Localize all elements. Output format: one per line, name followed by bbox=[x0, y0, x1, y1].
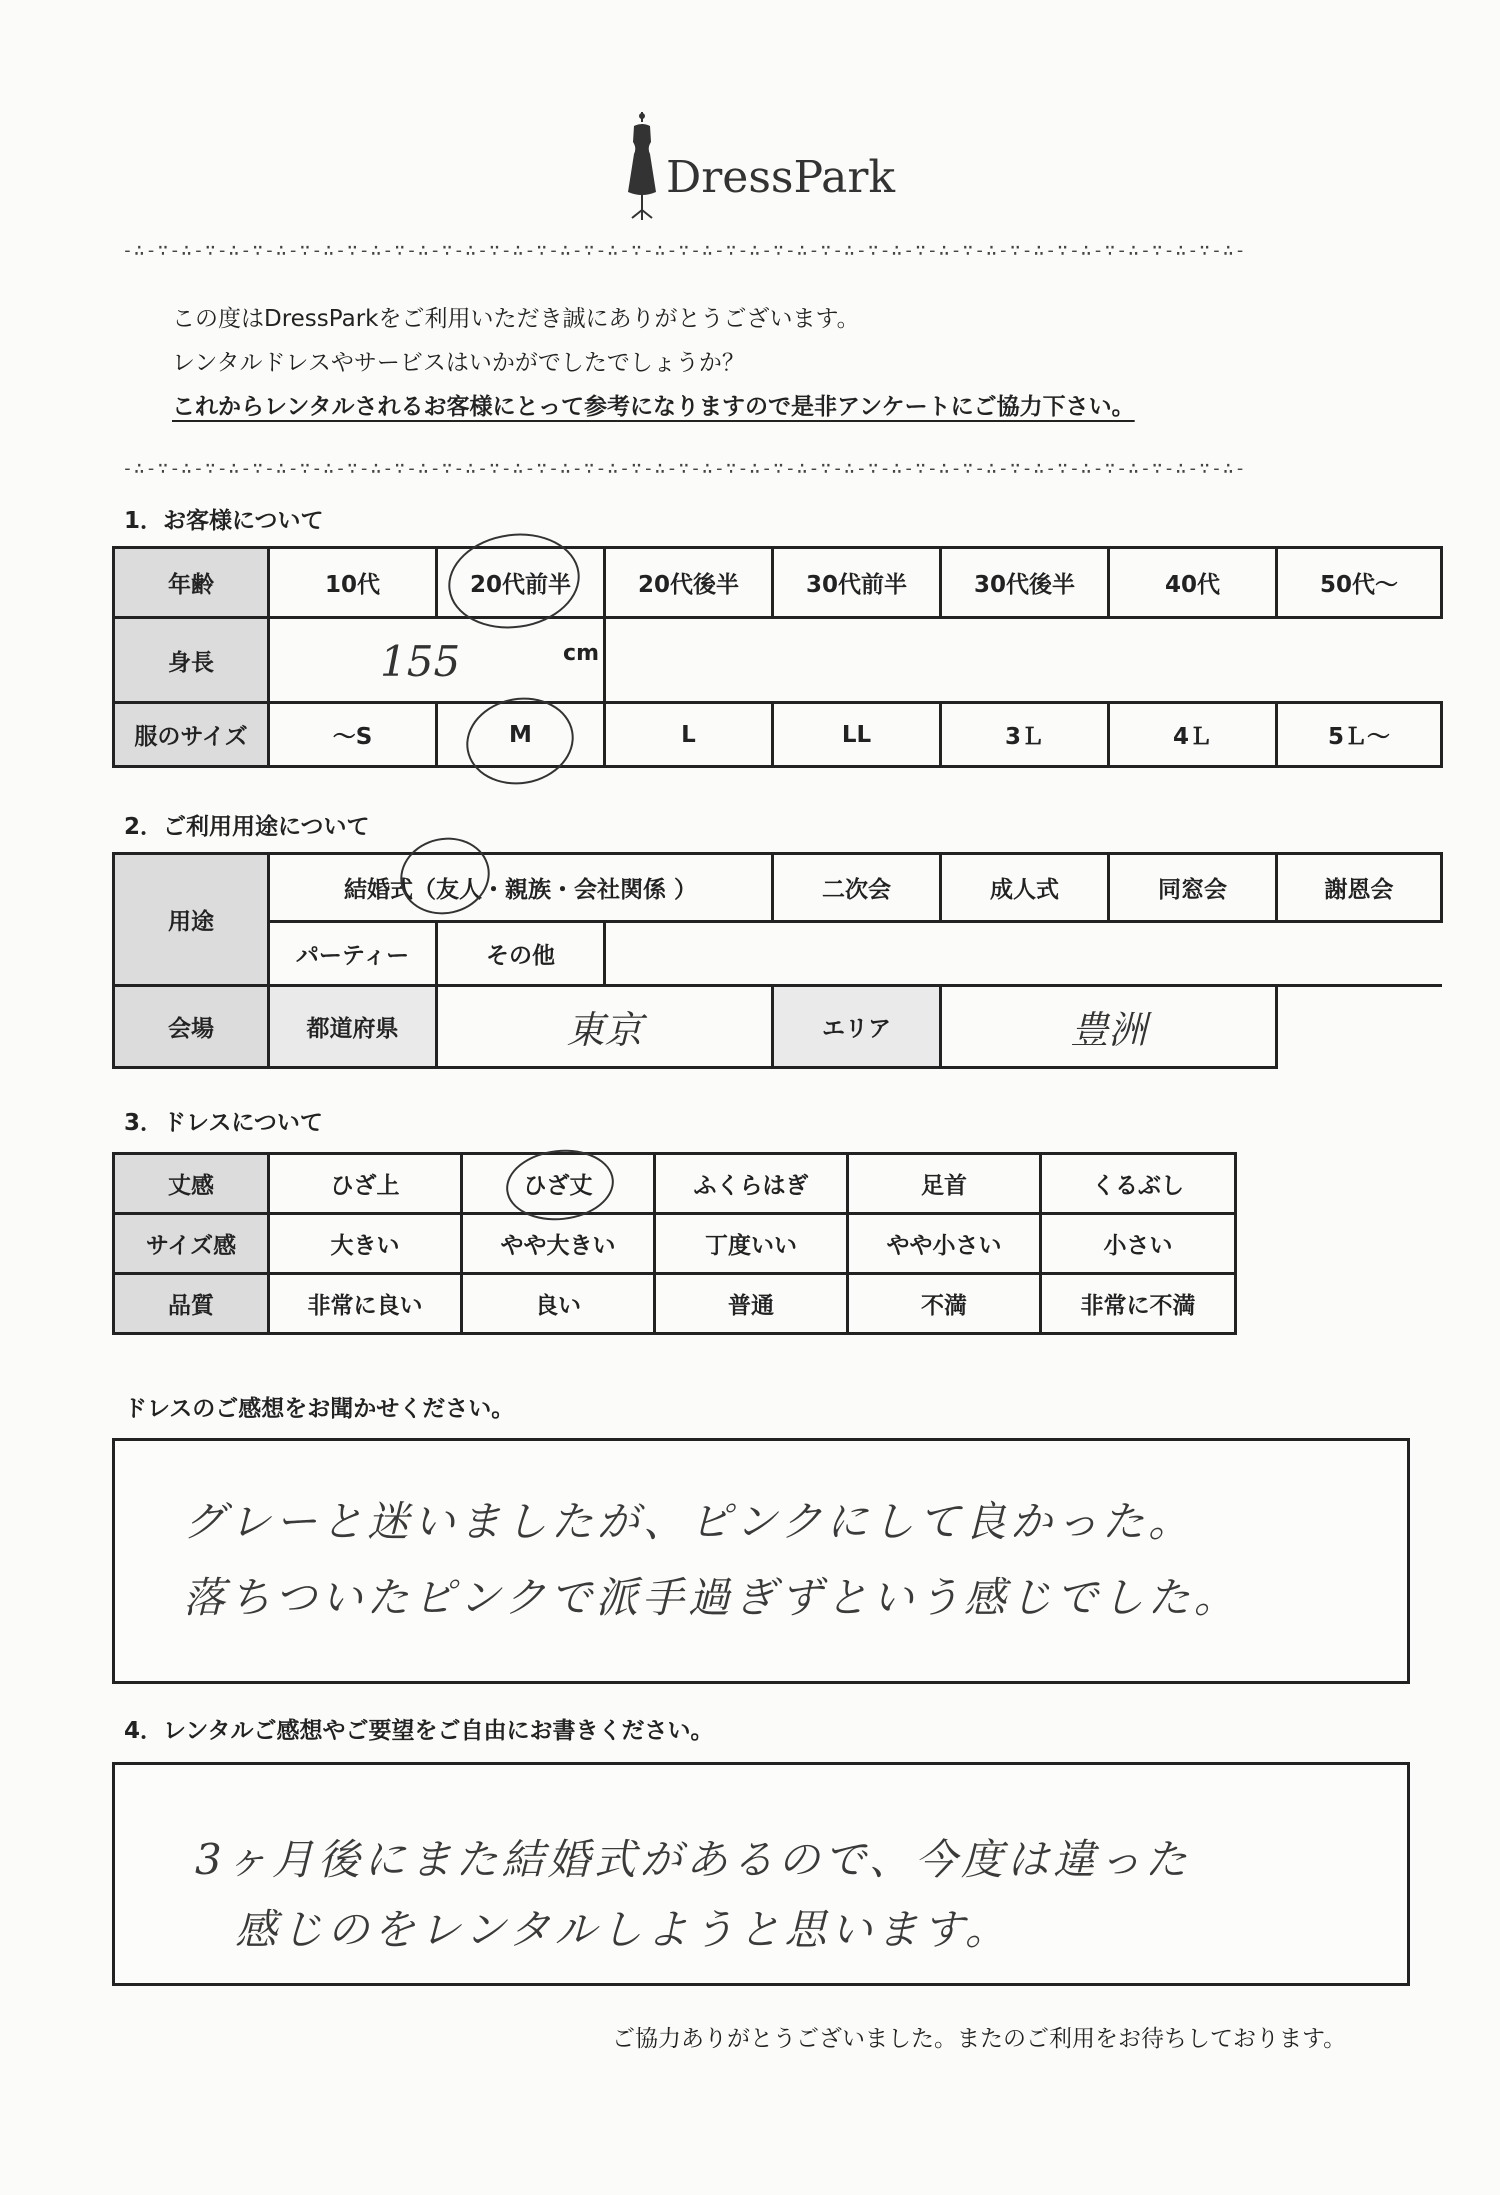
size-option[interactable]: 4Ｌ bbox=[1109, 703, 1277, 767]
wedding-option[interactable]: 結婚式（友人・親族・会社関係 ） bbox=[269, 854, 773, 922]
usage-table bbox=[112, 852, 1443, 1069]
section4-title: 4．レンタルご感想やご要望をご自由にお書きください。 bbox=[124, 1718, 714, 1744]
section2-title: 2．ご利用用途について bbox=[124, 814, 370, 840]
intro-line-2: レンタルドレスやサービスはいかがでしたでしょうか？ bbox=[172, 350, 745, 376]
length-label: 丈感 bbox=[114, 1154, 269, 1214]
section1-title: 1．お客様について bbox=[124, 508, 324, 534]
dress-table bbox=[112, 1152, 1237, 1335]
request-line-1: 3ヶ月後にまた結婚式があるので、今度は違った bbox=[195, 1835, 1191, 1884]
impression-line-1: グレーと迷いましたが、ピンクにして良かった。 bbox=[183, 1497, 1195, 1546]
age-option[interactable]: 30代前半 bbox=[773, 548, 941, 618]
length-option[interactable]: 足首 bbox=[848, 1154, 1041, 1214]
intro-line-1: この度はDressParkをご利用いただき誠にありがとうございます。 bbox=[172, 306, 860, 332]
age-label: 年齢 bbox=[114, 548, 269, 618]
age-option[interactable]: 50代～ bbox=[1277, 548, 1442, 618]
area-field[interactable] bbox=[941, 986, 1277, 1068]
age-option[interactable]: 20代後半 bbox=[605, 548, 773, 618]
fit-option[interactable]: やや大きい bbox=[462, 1214, 655, 1274]
venue-label: 会場 bbox=[114, 986, 269, 1068]
size-option[interactable]: 5Ｌ～ bbox=[1277, 703, 1442, 767]
quality-option[interactable]: 不満 bbox=[848, 1274, 1041, 1334]
age-option[interactable]: 10代 bbox=[269, 548, 437, 618]
size-option[interactable]: LL bbox=[773, 703, 941, 767]
quality-option[interactable]: 非常に不満 bbox=[1041, 1274, 1236, 1334]
dress-form-icon bbox=[620, 112, 664, 222]
height-row bbox=[114, 618, 1442, 703]
impression-line-2: 落ちついたピンクで派手過ぎずという感じでした。 bbox=[183, 1573, 1240, 1622]
age-row bbox=[114, 548, 1442, 618]
length-option[interactable]: くるぶし bbox=[1041, 1154, 1236, 1214]
footer-thanks: ご協力ありがとうございました。またのご利用をお待ちしております。 bbox=[612, 2026, 1347, 2052]
size-row bbox=[114, 703, 1442, 767]
fit-row bbox=[114, 1214, 1236, 1274]
size-option[interactable]: ～S bbox=[269, 703, 437, 767]
fit-option[interactable]: 小さい bbox=[1041, 1214, 1236, 1274]
request-box[interactable] bbox=[112, 1762, 1410, 1986]
fit-option[interactable]: 丁度いい bbox=[655, 1214, 848, 1274]
size-option[interactable]: L bbox=[605, 703, 773, 767]
quality-option[interactable]: 良い bbox=[462, 1274, 655, 1334]
length-option[interactable]: ひざ上 bbox=[269, 1154, 462, 1214]
impression-title: ドレスのご感想をお聞かせください。 bbox=[124, 1396, 515, 1422]
logo bbox=[620, 112, 920, 222]
age-option[interactable]: 40代 bbox=[1109, 548, 1277, 618]
height-label: 身長 bbox=[114, 618, 269, 703]
fit-option[interactable]: やや小さい bbox=[848, 1214, 1041, 1274]
prefecture-value: 東京 bbox=[566, 1008, 643, 1052]
customer-table bbox=[112, 546, 1443, 768]
intro-line-3: これからレンタルされるお客様にとって参考になりますので是非アンケートにご協力下さい。 bbox=[172, 394, 1135, 420]
section3-title: 3．ドレスについて bbox=[124, 1110, 323, 1136]
age-option-selected[interactable]: 20代前半 bbox=[437, 548, 605, 618]
fit-option[interactable]: 大きい bbox=[269, 1214, 462, 1274]
request-line-2: 感じのをレンタルしようと思います。 bbox=[235, 1905, 1011, 1954]
area-value: 豊洲 bbox=[1070, 1008, 1147, 1052]
size-option[interactable]: 3Ｌ bbox=[941, 703, 1109, 767]
size-label: 服のサイズ bbox=[114, 703, 269, 767]
purpose-option[interactable]: 二次会 bbox=[773, 854, 941, 922]
length-row bbox=[114, 1154, 1236, 1214]
party-option[interactable]: パーティー bbox=[269, 922, 437, 986]
purpose-label: 用途 bbox=[114, 854, 269, 986]
brand-name: DressPark bbox=[666, 152, 896, 203]
quality-label: 品質 bbox=[114, 1274, 269, 1334]
divider-top: -∴-∵-∴-∵-∴-∵-∴-∵-∴-∵-∴-∵-∴-∵-∴-∵-∴-∵-∴-∵-∴-∵-∴-∵-∴-∵-∴-∵-∴-∵-∴-∵-∴-∵-∴-∵-∴-∵-∴-∵-∴-∵-∴-∵-∴-∵-∴- bbox=[122, 240, 1247, 261]
size-option-selected[interactable]: M bbox=[437, 703, 605, 767]
height-unit: cm bbox=[563, 641, 599, 666]
other-option[interactable]: その他 bbox=[437, 922, 605, 986]
length-option-selected[interactable]: ひざ丈 bbox=[462, 1154, 655, 1214]
purpose-option[interactable]: 同窓会 bbox=[1109, 854, 1277, 922]
wedding-friend[interactable]: 友人 bbox=[435, 877, 482, 903]
height-field[interactable] bbox=[269, 618, 605, 703]
age-option[interactable]: 30代後半 bbox=[941, 548, 1109, 618]
purpose-option[interactable]: 謝恩会 bbox=[1277, 854, 1442, 922]
length-option[interactable]: ふくらはぎ bbox=[655, 1154, 848, 1214]
quality-row bbox=[114, 1274, 1236, 1334]
divider-bottom: -∴-∵-∴-∵-∴-∵-∴-∵-∴-∵-∴-∵-∴-∵-∴-∵-∴-∵-∴-∵-∴-∵-∴-∵-∴-∵-∴-∵-∴-∵-∴-∵-∴-∵-∴-∵-∴-∵-∴-∵-∴-∵-∴-∵-∴-∵-∴- bbox=[122, 458, 1247, 479]
area-label: エリア bbox=[773, 986, 941, 1068]
height-value: 155 bbox=[380, 637, 461, 686]
quality-option[interactable]: 普通 bbox=[655, 1274, 848, 1334]
purpose-option[interactable]: 成人式 bbox=[941, 854, 1109, 922]
prefecture-label: 都道府県 bbox=[269, 986, 437, 1068]
prefecture-field[interactable] bbox=[437, 986, 773, 1068]
quality-option[interactable]: 非常に良い bbox=[269, 1274, 462, 1334]
impression-box[interactable] bbox=[112, 1438, 1410, 1684]
fit-label: サイズ感 bbox=[114, 1214, 269, 1274]
